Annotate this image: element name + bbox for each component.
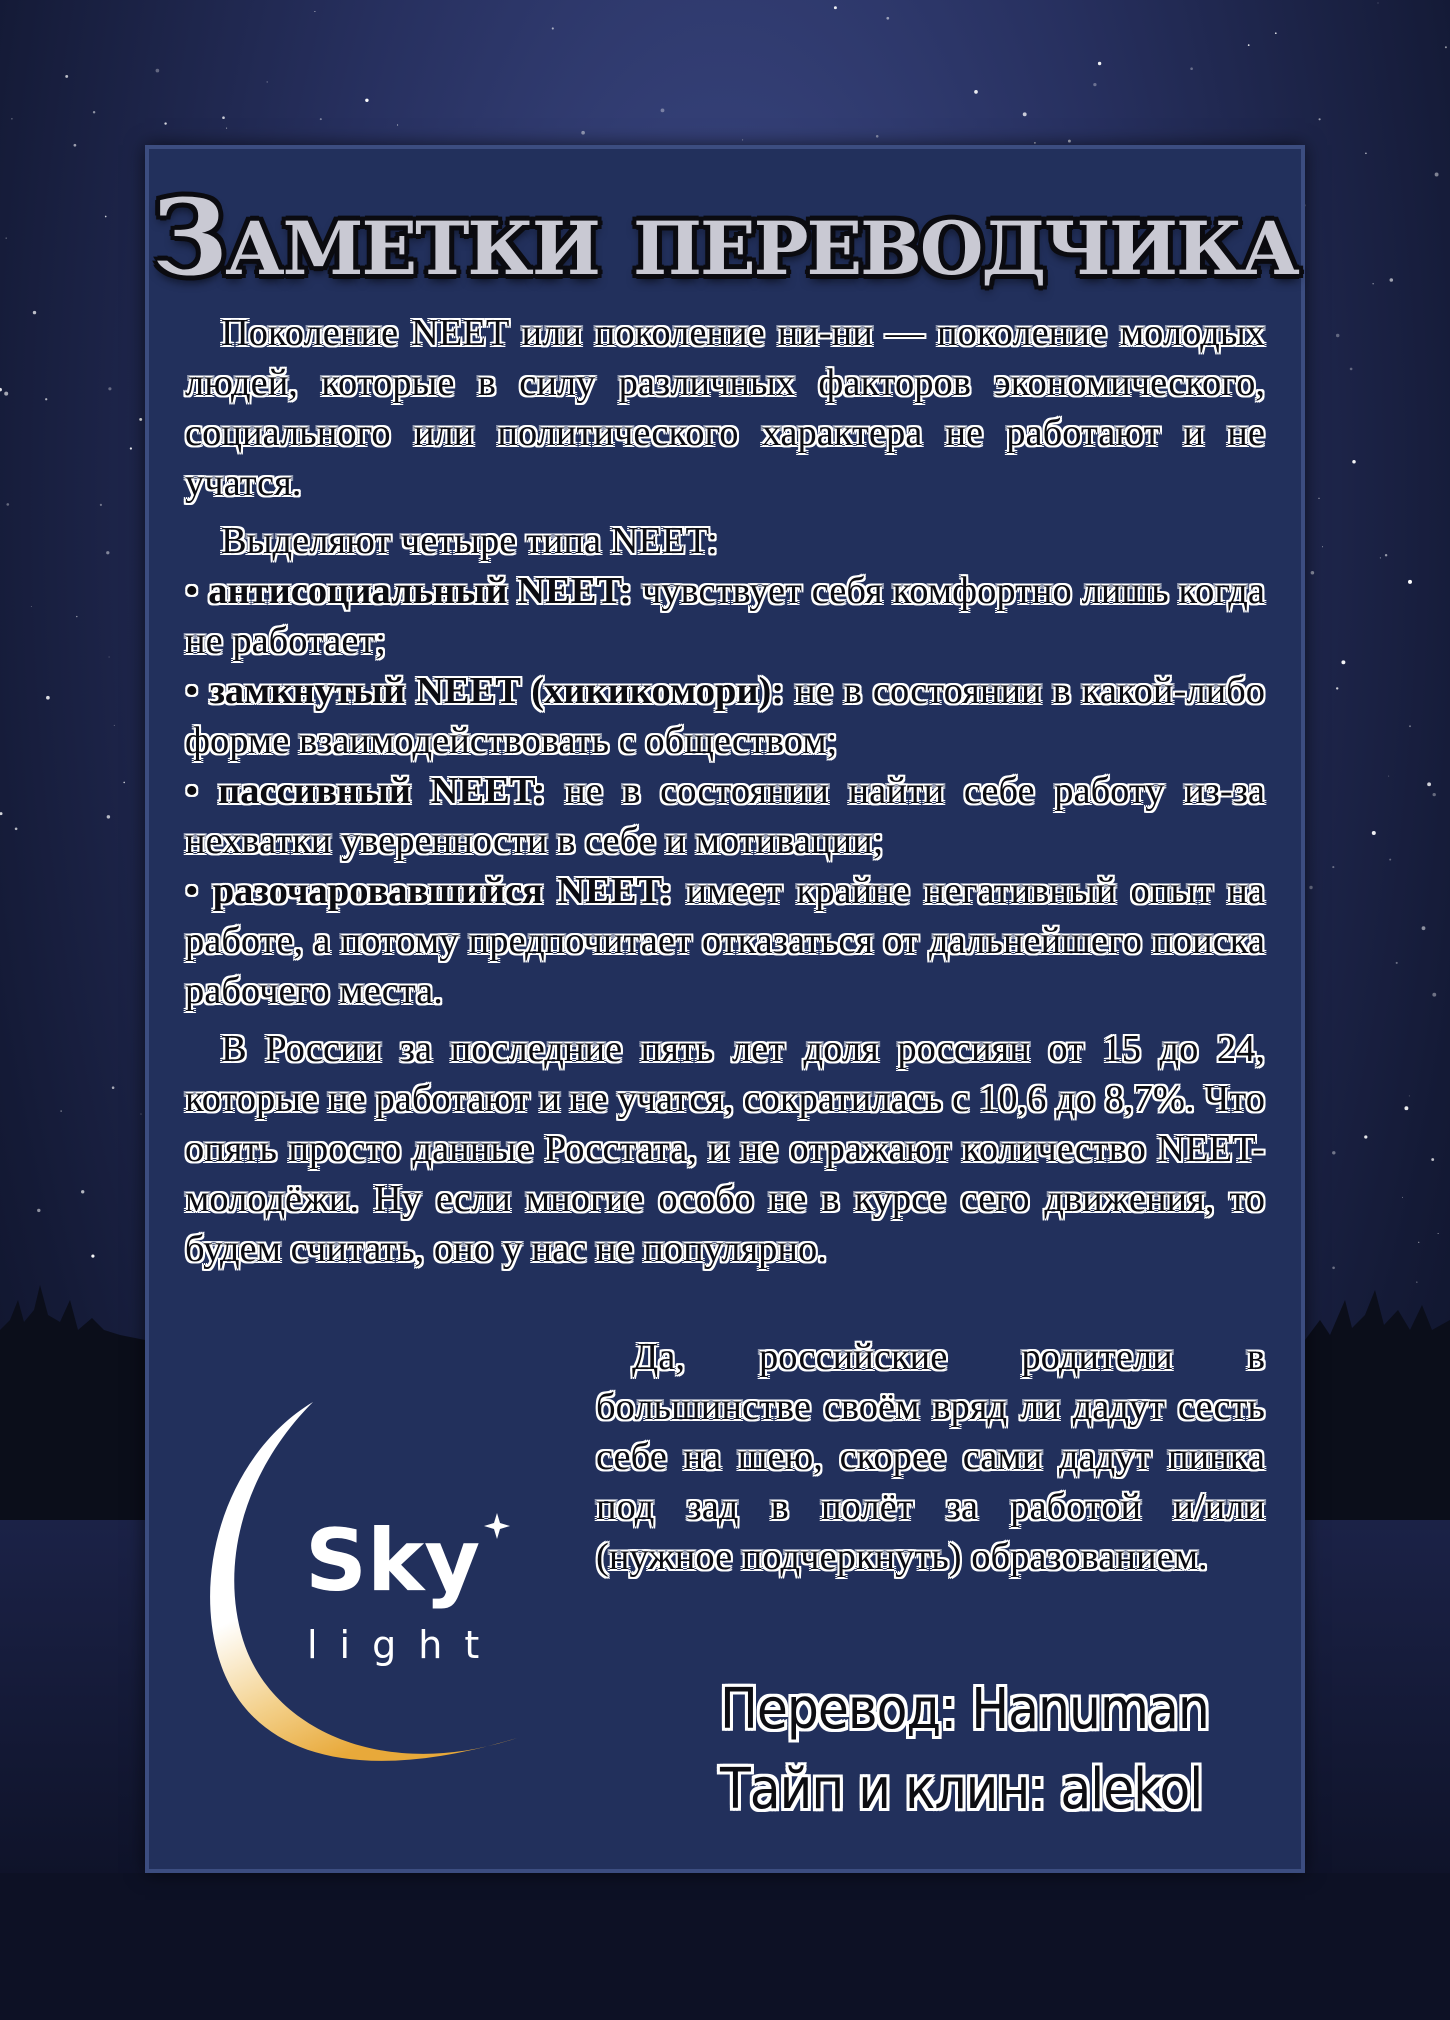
treeline-right — [1305, 1290, 1450, 1520]
star — [320, 118, 322, 120]
star — [1431, 1158, 1434, 1161]
star — [1438, 1233, 1439, 1234]
star — [45, 398, 47, 400]
star — [314, 11, 315, 12]
star — [81, 1190, 84, 1193]
star — [1435, 173, 1439, 177]
star — [123, 782, 125, 784]
list-item: • замкнутый NEET (хикикомори): не в состоянии в какой-либо форме взаимодействовать с обществом; — [185, 670, 1266, 762]
star — [61, 1111, 62, 1112]
star — [226, 128, 227, 129]
star — [31, 606, 32, 607]
star — [112, 1086, 115, 1089]
star — [100, 504, 102, 506]
star — [397, 124, 398, 125]
star — [1352, 460, 1356, 464]
star — [365, 99, 368, 102]
star — [1422, 926, 1426, 930]
star — [1332, 1267, 1335, 1270]
list-item: • антисоциальный NEET: чувствует себя комфортно лишь когда не работает; — [185, 570, 1265, 662]
star — [1380, 557, 1381, 558]
star — [1098, 62, 1101, 65]
page-title: Заметки переводчика — [152, 176, 1298, 299]
star — [1034, 142, 1036, 144]
star — [1372, 831, 1376, 835]
star — [1365, 152, 1367, 154]
type-term: замкнутый NEET (хикикомори): — [209, 670, 785, 712]
star — [1409, 1095, 1410, 1096]
star — [114, 725, 115, 726]
star — [109, 656, 110, 657]
logo-sub-text: light — [307, 1623, 502, 1667]
type-term: пассивный NEET: — [218, 770, 546, 812]
star — [1388, 776, 1389, 777]
star — [1275, 32, 1277, 34]
lake-bottom — [0, 1873, 1450, 2020]
type-desc: имеет крайне негативный опыт на работе, а потому предпочитает отказаться от дальнейшего поиска рабочего места. — [185, 870, 1265, 1012]
star — [581, 131, 585, 135]
star — [91, 1255, 94, 1258]
star — [46, 696, 50, 700]
type-desc: чувствует себя комфортно лишь когда не работает; — [185, 570, 1265, 662]
star — [742, 139, 743, 140]
star — [1409, 725, 1411, 727]
star — [1311, 571, 1315, 575]
star — [1248, 44, 1250, 46]
star — [1093, 83, 1096, 86]
star — [1378, 3, 1379, 4]
star — [1319, 118, 1321, 120]
star — [0, 388, 2, 392]
star — [1190, 67, 1193, 70]
star — [1396, 962, 1398, 964]
star — [11, 118, 13, 120]
star — [886, 17, 889, 20]
star — [141, 1114, 142, 1115]
star — [65, 75, 68, 78]
star — [4, 392, 8, 396]
star — [107, 815, 110, 818]
star — [661, 108, 665, 112]
star — [37, 1209, 40, 1212]
star — [0, 812, 3, 815]
star — [267, 81, 268, 82]
star — [1402, 1197, 1403, 1198]
star — [974, 90, 978, 94]
treeline-left — [0, 1285, 145, 1520]
star — [834, 6, 837, 9]
star — [139, 418, 142, 421]
list-item: • разочаровавшийся NEET: имеет крайне негативный опыт на работе, а потому предпочитает отказаться от дальнейшего поиска рабочего места. — [185, 870, 1265, 1012]
star — [1416, 1281, 1418, 1283]
star — [164, 122, 166, 124]
star — [1023, 112, 1027, 116]
logo-main-text: Sky — [305, 1511, 481, 1611]
sparkle-icon — [484, 1513, 510, 1539]
star — [1433, 793, 1436, 796]
type-desc: не в состоянии в какой-либо форме взаимодействовать с обществом; — [185, 670, 1266, 762]
list-item: • пассивный NEET: не в состоянии найти себе работу из-за нехватки уверенности в себе и мотивации; — [185, 770, 1266, 862]
notes-body — [185, 308, 1265, 1282]
star — [1336, 687, 1338, 689]
star — [1432, 993, 1436, 997]
star — [1404, 1106, 1408, 1110]
star — [6, 503, 9, 506]
star — [1408, 580, 1412, 584]
star — [1332, 866, 1334, 868]
star — [1322, 546, 1323, 547]
sky-light-logo — [195, 1390, 535, 1790]
star — [552, 27, 554, 29]
credits — [720, 1670, 1209, 1830]
type-desc: не в состоянии найти себе работу из-за нехватки уверенности в себе и мотивации; — [185, 770, 1266, 862]
star — [74, 144, 77, 147]
star — [222, 116, 225, 119]
star — [1068, 140, 1071, 143]
star — [1418, 1242, 1419, 1243]
paragraph-neet-definition: Поколение NEET или поколение ни-ни — поколение молодых людей, которые в силу различных факторов экономического, социального или политического характера не работают и не учатся. — [185, 312, 1265, 504]
type-term: разочаровавшийся NEET: — [212, 870, 673, 912]
star — [1336, 334, 1339, 337]
star — [15, 827, 18, 830]
paragraph-types-intro: Выделяют четыре типа NEET: — [221, 520, 718, 562]
star — [33, 311, 36, 314]
paragraph-russia-stats: В России за последние пять лет доля россиян от 15 до 24, которые не работают и не учатся, сократилась с 10,6 до 8,7%. Что опять просто данные Росстата, и не отражают количество NEET-молодёжи. Ну если многие особо не в курсе сего движения, то будем считать, оно у нас не популярно. — [185, 1028, 1265, 1270]
star — [1364, 1135, 1367, 1138]
star — [156, 69, 160, 73]
star — [1318, 498, 1319, 499]
star — [130, 447, 132, 449]
star — [1332, 1151, 1335, 1154]
credit-translation: Перевод: Hanuman — [720, 1677, 1209, 1742]
type-term: антисоциальный NEET: — [208, 570, 633, 612]
star — [108, 387, 111, 390]
star — [1445, 46, 1447, 48]
star — [93, 111, 95, 113]
star — [1389, 859, 1391, 861]
star — [1385, 554, 1387, 556]
credit-typeset: Тайп и клин: alekol — [720, 1757, 1203, 1822]
paragraph-parents: Да, российские родители в большинстве своём вряд ли дадут сесть себе на шею, скорее сами дадут пинка под зад в полёт за работой и/или (нужное подчеркнуть) образованием. — [596, 1336, 1265, 1578]
star — [106, 551, 109, 554]
star — [1427, 782, 1431, 786]
star — [1341, 660, 1345, 664]
star — [1350, 368, 1353, 371]
star — [76, 616, 77, 617]
star — [1309, 886, 1312, 889]
star — [876, 135, 879, 138]
